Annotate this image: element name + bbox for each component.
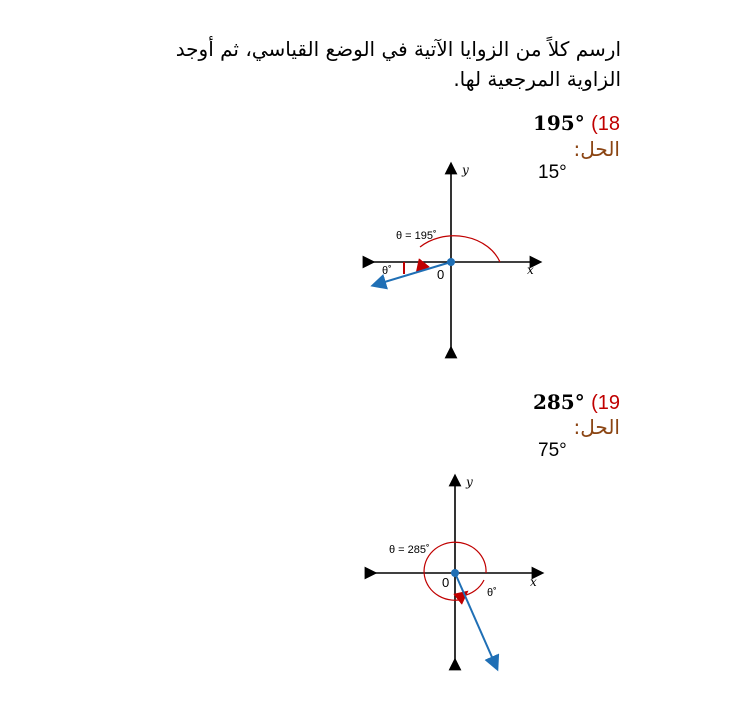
y-axis-label: y — [462, 163, 469, 177]
theta-label: θ = 285˚ — [389, 544, 430, 556]
solution-label: الحل: — [573, 137, 620, 161]
problem-angle: 285° — [532, 390, 585, 414]
reference-angle-label: θ˚ — [382, 265, 392, 277]
x-axis-label: x — [527, 263, 534, 277]
figure-285 — [371, 475, 538, 664]
instruction-text: ارسم كلاً من الزوايا الآتية في الوضع القياسي، ثم أوجد الزاوية المرجعية لها. — [175, 37, 621, 91]
x-axis-label: x — [530, 575, 537, 589]
origin-point — [451, 569, 459, 577]
origin-label: 0 — [437, 267, 445, 282]
origin-label: 0 — [442, 575, 450, 590]
answer-value: 15° — [538, 162, 567, 183]
origin-point — [447, 258, 455, 266]
problem-number: 18) — [591, 113, 620, 135]
y-axis-label: y — [466, 475, 473, 489]
solution-label: الحل: — [573, 415, 620, 439]
problem-angle: 195° — [532, 111, 585, 135]
theta-label: θ = 195˚ — [396, 230, 437, 242]
arc-arrow — [458, 595, 463, 599]
figure-195 — [369, 163, 536, 352]
reference-arc — [462, 580, 484, 596]
arc-arrow — [420, 263, 424, 268]
answer-value: 75° — [538, 440, 567, 461]
problem-number: 19) — [591, 392, 620, 414]
reference-angle-label: θ˚ — [487, 587, 497, 599]
